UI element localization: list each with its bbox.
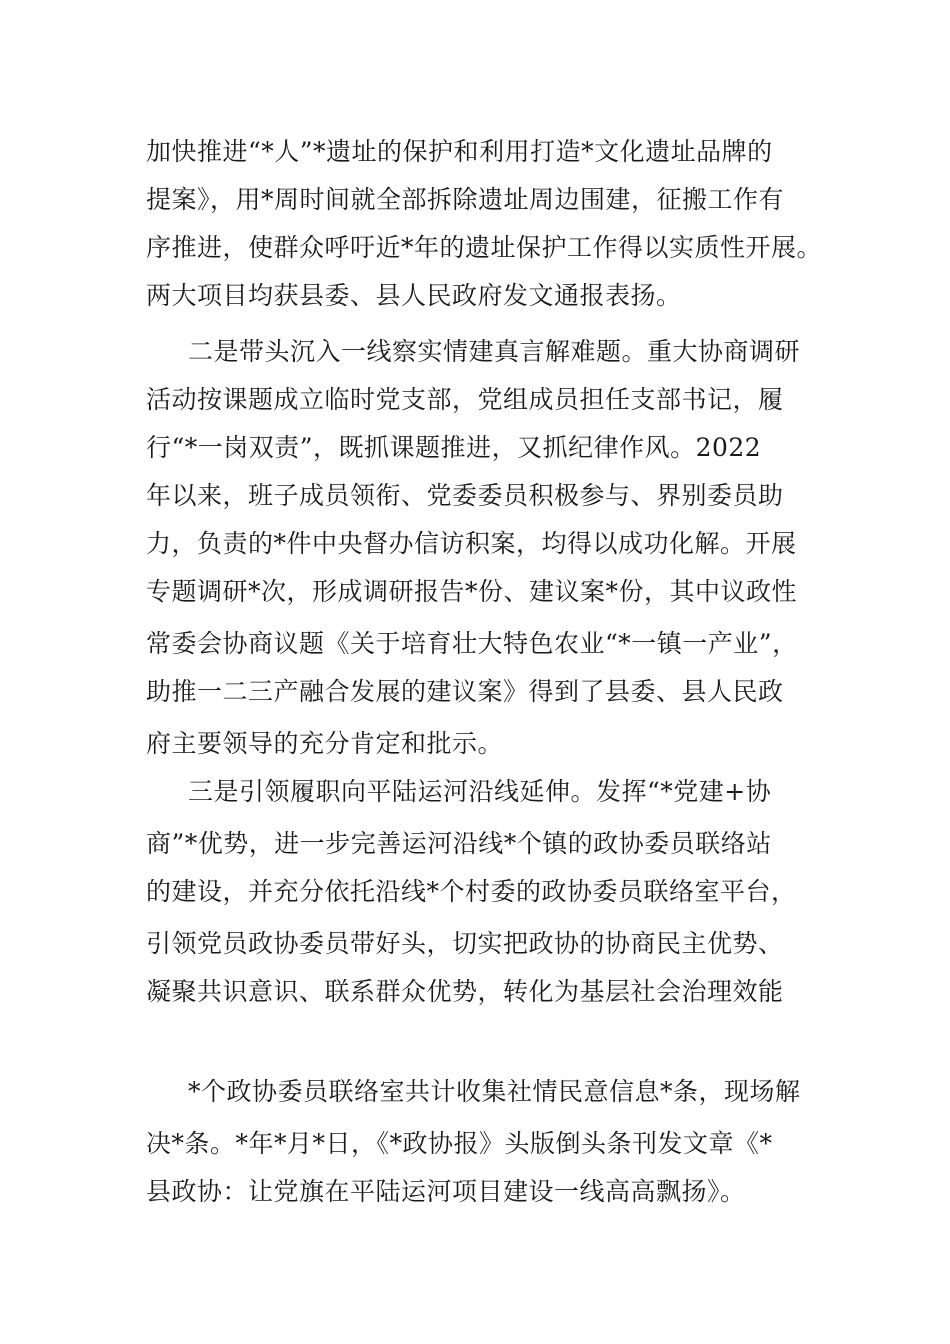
paragraph-2-line-2: 活动按课题成立临时党支部，党组成员担任支部书记，履 [146, 385, 784, 414]
paragraph-3-line-3: 的建设，并充分依托沿线*个村委的政协委员联络室平台， [146, 877, 797, 906]
paragraph-1-line-2: 提案》，用*周时间就全部拆除遗址周边围建，征搬工作有 [146, 185, 785, 214]
paragraph-4-line-2: 决*条。*年*月*日，《*政协报》头版倒头条刊发文章《* [146, 1129, 773, 1158]
paragraph-2-line-9: 府主要领导的充分肯定和批示。 [146, 729, 504, 758]
paragraph-2-line-3: 行“*一岗双责”，既抓课题推进，又抓纪律作风。2022 [146, 433, 762, 462]
paragraph-4-line-1: *个政协委员联络室共计收集社情民意信息*条，现场解 [188, 1077, 801, 1106]
paragraph-1-line-3: 序推进，使群众呼吁近*年的遗址保护工作得以实质性开展。 [146, 233, 823, 262]
paragraph-4-line-3: 县政协：让党旗在平陆运河项目建设一线高高飘扬》。 [146, 1177, 746, 1206]
paragraph-3-line-2: 商”*优势，进一步完善运河沿线*个镇的政协委员联络站 [146, 829, 772, 858]
paragraph-2-line-8: 助推一二三产融合发展的建议案》得到了县委、县人民政 [146, 677, 784, 706]
paragraph-1-line-4: 两大项目均获县委、县人民政府发文通报表扬。 [146, 281, 682, 310]
paragraph-2-line-1: 二是带头沉入一线察实情建真言解难题。重大协商调研 [188, 337, 801, 366]
paragraph-3-line-5: 凝聚共识意识、联系群众优势，转化为基层社会治理效能 [146, 977, 784, 1006]
paragraph-3-line-1: 三是引领履职向平陆运河沿线延伸。发挥“*党建+协 [188, 777, 772, 806]
paragraph-3-line-4: 引领党员政协委员带好头，切实把政协的协商民主优势、 [146, 929, 784, 958]
paragraph-2-line-6: 专题调研*次，形成调研报告*份、建议案*份，其中议政性 [146, 577, 798, 606]
paragraph-2-line-7: 常委会协商议题《关于培育壮大特色农业“*一镇一产业”， [146, 629, 798, 658]
paragraph-2-line-5: 力，负责的*件中央督办信访积案，均得以成功化解。开展 [146, 529, 797, 558]
paragraph-1-line-1: 加快推进“*人”*遗址的保护和利用打造*文化遗址品牌的 [146, 137, 773, 166]
paragraph-2-line-4: 年以来，班子成员领衔、党委委员积极参与、界别委员助 [146, 481, 784, 510]
